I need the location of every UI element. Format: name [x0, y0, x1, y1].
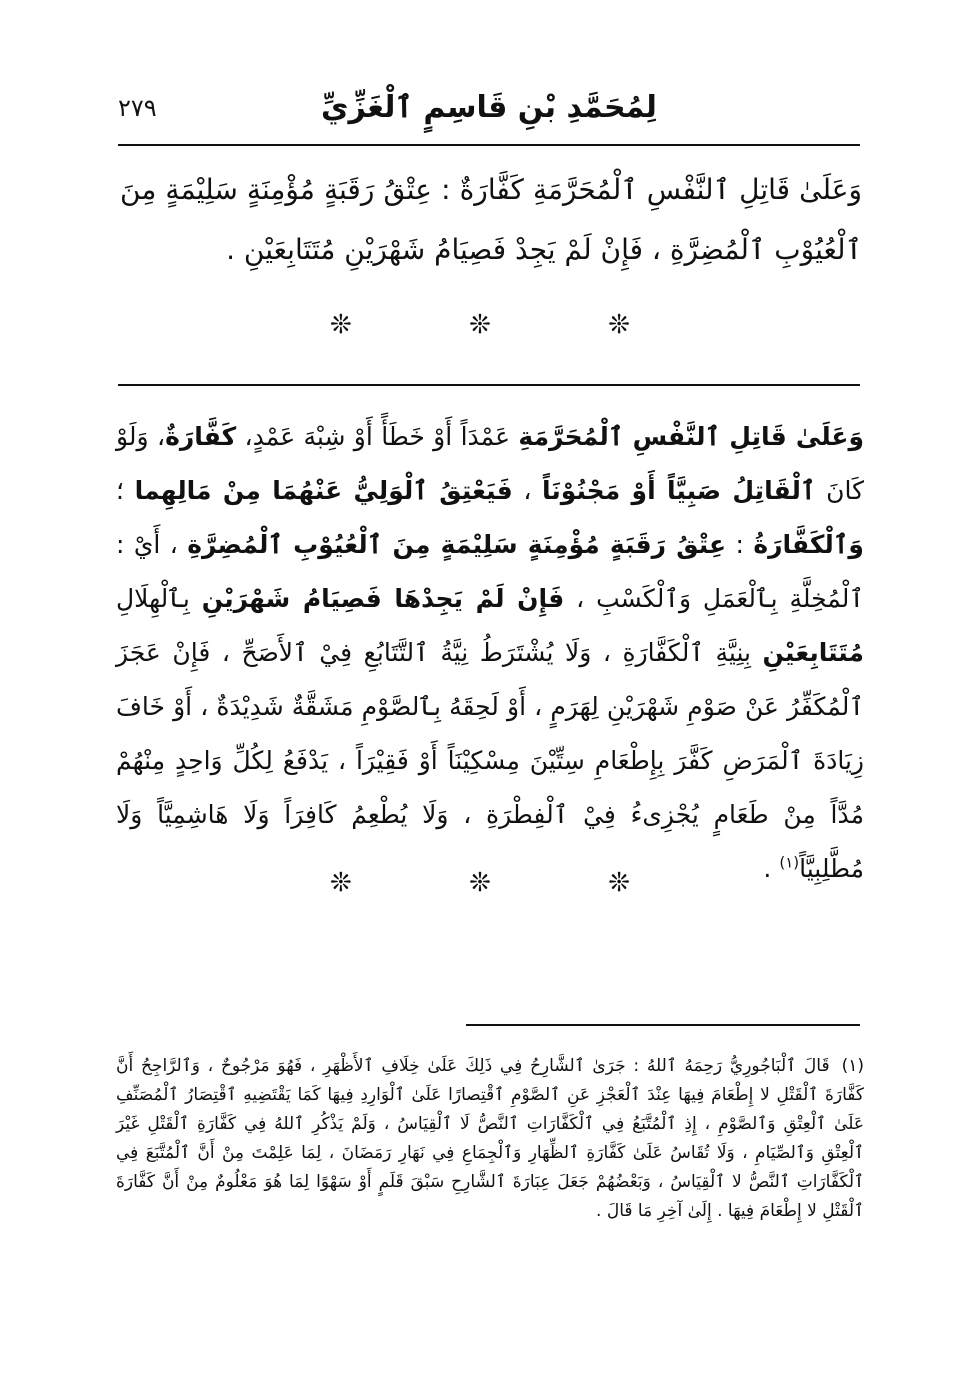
matn-quote: ٱلْقَاتِلُ صَبِيَّاً أَوْ مَجْنُوْنَاً — [542, 476, 816, 505]
footnote-ref[interactable]: (١) — [779, 853, 800, 872]
commentary: ، — [512, 476, 543, 505]
page-number: ٢٧٩ — [118, 94, 157, 122]
star-ornament: ❊ — [330, 310, 352, 340]
star-ornament: ❊ — [608, 868, 630, 898]
matn-text: وَعَلَىٰ قَاتِلِ ٱلنَّفْسِ ٱلْمُحَرَّمَةِ كَفَّارَةٌ : عِتْقُ رَقَبَةٍ مُؤْمِنَةٍ سَلِيْمَةٍ مِنَ ٱلْعُيُوْبِ ٱلْمُضِرَّةِ ، فَإِنْ لَمْ يَجِدْ فَصِيَامُ شَهْرَيْنِ مُتَتَابِعَيْنِ . — [120, 173, 862, 266]
commentary: عَمْدَاً أَوْ خَطَأً أَوْ شِبْهَ عَمْدٍ، — [236, 422, 519, 451]
commentary: بِنِيَّةِ ٱلْكَفَّارَةِ ، وَلَا يُشْتَرَطُ نِيَّةُ ٱلتَّتَابُعِ فِيْ ٱلأَصَحِّ ، فَإِنْ عَجَزَ ٱلْمُكَفِّرُ عَنْ صَوْمِ شَهْرَيْنِ لِهَرَمٍ ، أَوْ لَحِقَهُ بِٱلصَّوْمِ مَشَقَّةٌ شَدِيْدَةٌ ، أَوْ خَافَ زِيَادَةَ ٱلْمَرَضِ كَفَّرَ بِإِطْعَامِ سِتِّيْنَ مِسْكِيْنَاً أَوْ فَقِيْرَاً ، يَدْفَعُ لِكُلِّ وَاحِدٍ مِنْهُمْ مُدَّاً مِنْ طَعَامٍ يُجْزِىءُ فِيْ ٱلْفِطْرَةِ ، وَلَا يُطْعِمُ كَافِرَاً وَلَا هَاشِمِيَّاً وَلَا مُطَّلِبِيَّاً — [116, 638, 864, 883]
sharh-paragraph — [116, 410, 864, 896]
section-rule — [118, 384, 860, 386]
matn-quote: وَعَلَىٰ قَاتِلِ ٱلنَّفْسِ ٱلْمُحَرَّمَةِ — [518, 422, 865, 451]
star-ornament: ❊ — [469, 310, 491, 340]
separator-stars-top — [330, 310, 630, 340]
commentary: ، أَيْ : ٱلْمُخِلَّةِ بِٱلْعَمَلِ وَٱلْكَسْبِ ، — [116, 530, 864, 613]
commentary: ؛ — [116, 476, 135, 505]
star-ornament: ❊ — [608, 310, 630, 340]
footnote — [116, 1052, 864, 1226]
footnote-text: قَالَ ٱلْبَاجُورِيُّ رَحِمَهُ ٱللهُ : جَرَىٰ ٱلشَّارِحُ فِي ذَلِكَ عَلَىٰ خِلَافِ ٱلأَظْهَرِ ، فَهُوَ مَرْجُوحٌ ، وَٱلرَّاجِحُ أَنَّ كَفَّارَةَ ٱلْقَتْلِ لا إِطْعَامَ فِيهَا عِنْدَ ٱلْعَجْزِ عَنِ ٱلصَّوْمِ ٱقْتِصارًا عَلَىٰ ٱلْوَارِدِ فِيهَا كَمَا يَقْتَضِيهِ ٱقْتِصَارُ ٱلْمُصَنِّفِ عَلَىٰ ٱلْعِتْقِ وَٱلصَّوْمِ ، إِذِ ٱلْمُتَّبَعُ فِي ٱلْكَفَّارَاتِ ٱلنَّصُّ لَا ٱلْقِيَاسُ ، وَلَمْ يَذْكُرِ ٱللهُ فِي كَفَّارَةِ ٱلْقَتْلِ غَيْرَ ٱلْعِتْقِ وَٱلصِّيَامِ ، وَلَا تُقَاسُ عَلَىٰ كَفَّارَةِ ٱلظِّهَارِ وَٱلْجِمَاعِ فِي نَهَارِ رَمَضَانَ ، لِمَا عَلِمْتَ مِنْ أَنَّ ٱلْمُتَّبَعَ فِي ٱلْكَفَّارَاتِ ٱلنَّصُّ لا ٱلْقِيَاسُ ، وَبَعْضُهُمْ جَعَلَ عِبَارَةَ ٱلشَّارِحِ سَبْقَ قَلَمٍ أَوْ سَهْوًا لِمَا هُوَ مَعْلُومٌ مِنْ أَنَّ كَفَّارَةَ ٱلْقَتْلِ لا إِطْعَامَ فِيهَا . إِلَىٰ آخِرِ مَا قَالَ . — [116, 1056, 864, 1221]
matn-quote: مُتَتَابِعَيْنِ — [762, 638, 864, 667]
commentary-end: . — [763, 854, 780, 883]
header-title: لِمُحَمَّدِ بْنِ قَاسِمٍ ٱلْغَزِّيِّ — [321, 90, 657, 125]
footnote-rule — [466, 1024, 860, 1026]
commentary: ، وَلَوْ كَانَ — [116, 422, 864, 505]
matn-quote: وَٱلْكَفَّارَةُ — [753, 530, 864, 559]
star-ornament: ❊ — [469, 868, 491, 898]
footnote-number: (١) — [841, 1056, 864, 1076]
sharh-text — [116, 410, 864, 896]
star-ornament: ❊ — [330, 868, 352, 898]
commentary: بِٱلْهِلَالِ — [116, 584, 202, 613]
matn-quote: فَإِنْ لَمْ يَجِدْهَا فَصِيَامُ شَهْرَيْنِ — [201, 584, 565, 613]
matn-quote: فَيَعْتِقُ ٱلْوَلِيُّ عَنْهُمَا مِنْ مَالِهِما — [134, 476, 513, 505]
header-rule — [118, 144, 860, 146]
matn-quote: عِتْقُ رَقَبَةٍ مُؤْمِنَةٍ سَلِيْمَةٍ مِنَ ٱلْعُيُوْبِ ٱلْمُضِرَّةِ — [187, 530, 727, 559]
commentary: : — [726, 530, 754, 559]
matn-quote: كَفَّارَةٌ — [165, 422, 237, 451]
separator-stars-bottom — [330, 868, 630, 898]
running-header — [118, 86, 860, 134]
